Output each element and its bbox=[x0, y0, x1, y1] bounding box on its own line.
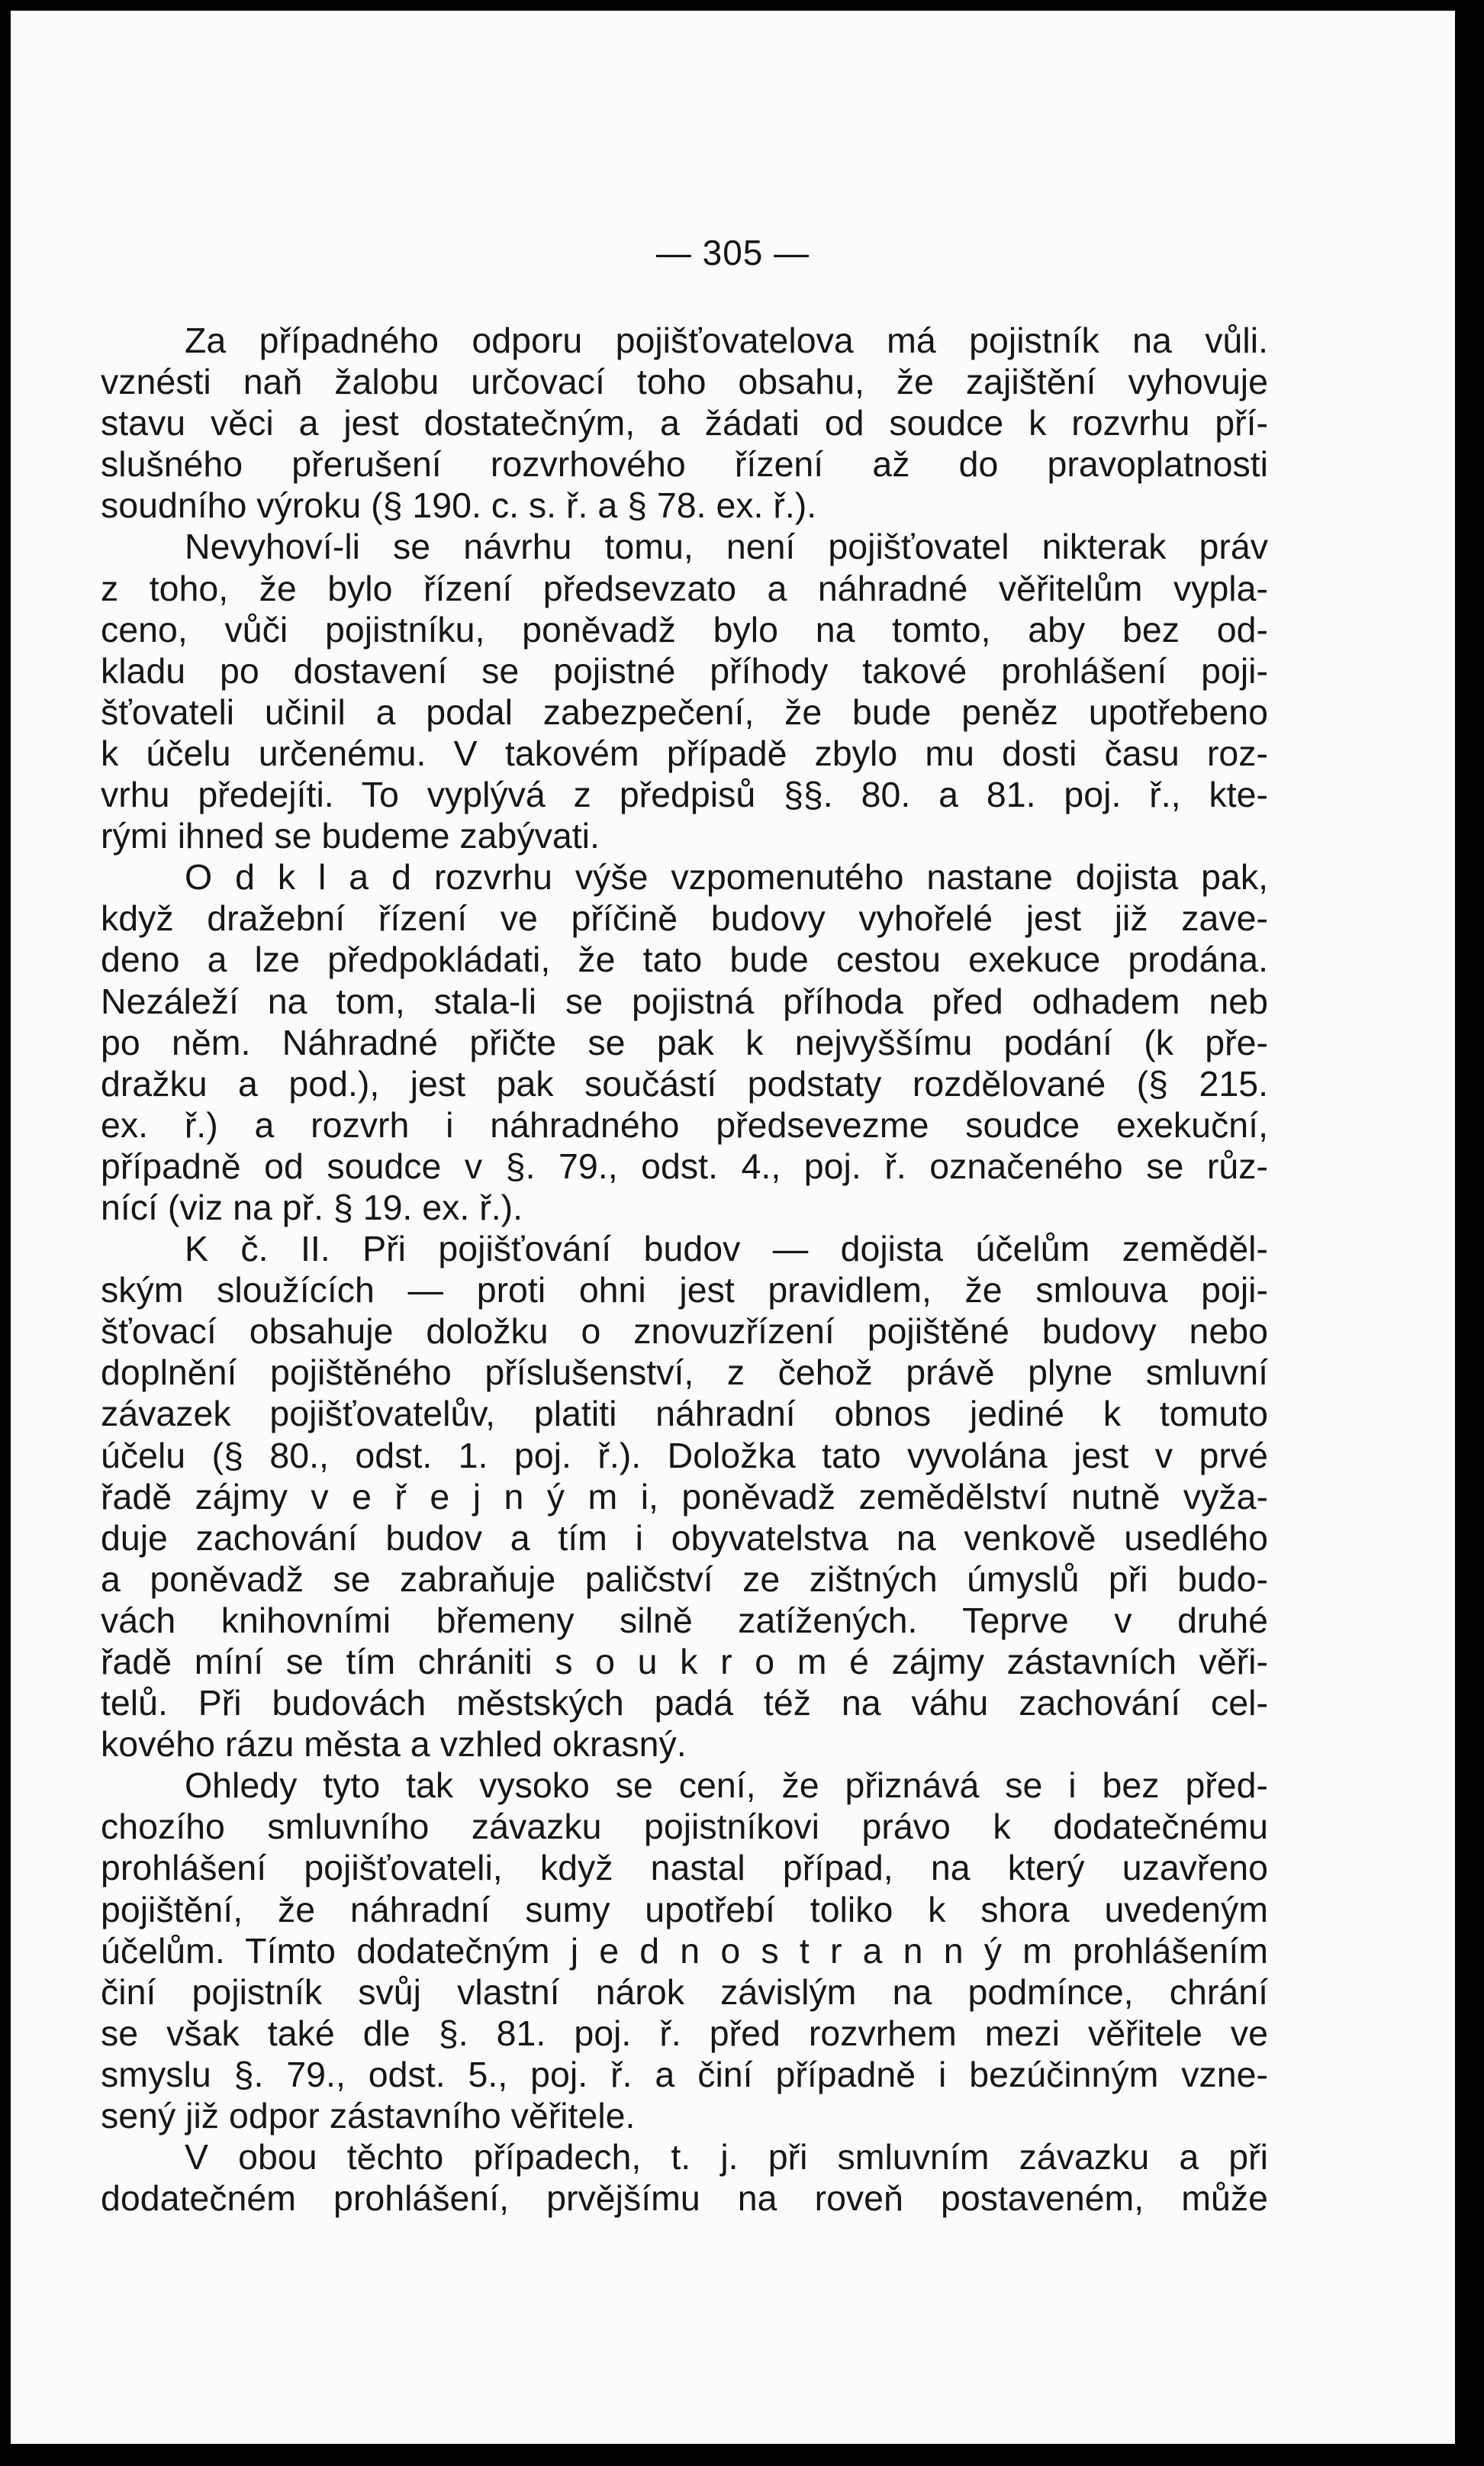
text-line: vrhu předejíti. To vyplývá z předpisů §§. 80. a 81. poj. ř., kte- bbox=[101, 775, 1268, 815]
body-text bbox=[101, 320, 1268, 2219]
text-line: stavu věci a jest dostatečným, a žádati od soudce k rozvrhu pří- bbox=[101, 403, 1268, 443]
text-line: a poněvadž se zabraňuje paličství ze zištných úmyslů při budo- bbox=[101, 1559, 1268, 1599]
text-line: slušného přerušení rozvrhového řízení až do pravoplatnosti bbox=[101, 444, 1268, 485]
text-line: šťovací obsahuje doložku o znovuzřízení pojištěné budovy nebo bbox=[101, 1311, 1268, 1352]
text-line: sený již odpor zástavního věřitele. bbox=[101, 2096, 636, 2136]
text-line: kladu po dostavení se pojistné příhody takové prohlášení poji- bbox=[101, 650, 1268, 691]
text-line: V obou těchto případech, t. j. při smluvním závazku a při bbox=[185, 2137, 1268, 2177]
text-line: řadě zájmy v e ř e j n ý m i, poněvadž zemědělství nutně vyža- bbox=[101, 1476, 1268, 1517]
text-line: případně od soudce v §. 79., odst. 4., poj. ř. označeného se růz- bbox=[101, 1146, 1268, 1186]
document-page bbox=[11, 11, 1455, 2444]
text-line: šťovateli učinil a podal zabezpečení, že bude peněz upotřebeno bbox=[101, 691, 1268, 732]
text-line: účelu (§ 80., odst. 1. poj. ř.). Doložka tato vyvolána jest v prvé bbox=[101, 1435, 1268, 1475]
text-line: ským sloužících — proti ohni jest pravidlem, že smlouva poji- bbox=[101, 1270, 1268, 1310]
text-line: kového rázu města a vzhled okrasný. bbox=[101, 1724, 687, 1765]
paragraph-3 bbox=[101, 856, 1268, 1228]
text-line: dodatečném prohlášení, prvějšímu na roveň postaveném, může bbox=[101, 2178, 1268, 2219]
text-line: Nezáleží na tom, stala-li se pojistná příhoda před odhadem neb bbox=[101, 981, 1268, 1021]
text-line: Za případného odporu pojišťovatelova má pojistník na vůli. bbox=[185, 321, 1268, 360]
text-line: Nevyhoví-li se návrhu tomu, není pojišťovatel nikterak práv bbox=[185, 527, 1268, 567]
text-line: řadě míní se tím chrániti s o u k r o m é zájmy zástavních věři- bbox=[101, 1642, 1268, 1681]
text-line: k účelu určenému. V takovém případě zbylo mu dosti času roz- bbox=[101, 733, 1268, 773]
text-line: po něm. Náhradné přičte se pak k nejvyššímu podání (k pře- bbox=[101, 1022, 1268, 1062]
paragraph-5 bbox=[101, 1765, 1268, 2136]
text-line: deno a lze předpokládati, že tato bude cestou exekuce prodána. bbox=[101, 940, 1268, 980]
text-line: pojištění, že náhradní sumy upotřebí toliko k shora uvedeným bbox=[101, 1889, 1268, 1929]
text-line: závazek pojišťovatelův, platiti náhradní obnos jediné k tomuto bbox=[101, 1394, 1268, 1434]
paragraph-6 bbox=[101, 2136, 1268, 2219]
text-line: soudního výroku (§ 190. c. s. ř. a § 78. ex. ř.). bbox=[101, 485, 817, 526]
text-line: dražku a pod.), jest pak součástí podstaty rozdělované (§ 215. bbox=[101, 1063, 1268, 1104]
text-line: prohlášení pojišťovateli, když nastal případ, na který uzavřeno bbox=[101, 1848, 1268, 1888]
text-line: účelům. Tímto dodatečným j e d n o s t r a n n ý m prohlášením bbox=[101, 1930, 1268, 1971]
text-line: vách knihovními břemeny silně zatížených. Teprve v druhé bbox=[101, 1600, 1268, 1640]
text-line: smyslu §. 79., odst. 5., poj. ř. a činí případně i bezúčinným vzne- bbox=[101, 2054, 1268, 2094]
text-line: duje zachování budov a tím i obyvatelstva na venkově usedlého bbox=[101, 1517, 1268, 1558]
text-line: chozího smluvního závazku pojistníkovi právo k dodatečnému bbox=[101, 1807, 1268, 1847]
paragraph-2 bbox=[101, 526, 1268, 856]
page-number: — 305 — bbox=[655, 233, 810, 272]
text-line: rými ihned se budeme zabývati. bbox=[101, 816, 600, 856]
paragraph-1 bbox=[101, 320, 1268, 526]
text-line: činí pojistník svůj vlastní nárok závislým na podmínce, chrání bbox=[101, 1971, 1268, 2012]
text-line: Ohledy tyto tak vysoko se cení, že přiznává se i bez před- bbox=[185, 1765, 1268, 1806]
text-line: O d k l a d rozvrhu výše vzpomenutého nastane dojista pak, bbox=[185, 857, 1268, 898]
text-line: ceno, vůči pojistníku, poněvadž bylo na tomto, aby bez od- bbox=[101, 609, 1268, 650]
text-line: nící (viz na př. § 19. ex. ř.). bbox=[101, 1187, 523, 1227]
text-line: když dražební řízení ve příčině budovy vyhořelé jest již zave- bbox=[101, 898, 1268, 939]
text-line: K č. II. Při pojišťování budov — dojista účelům zeměděl- bbox=[185, 1229, 1268, 1269]
text-line: ex. ř.) a rozvrh i náhradného předsevezme soudce exekuční, bbox=[101, 1104, 1268, 1145]
text-line: z toho, že bylo řízení předsevzato a náhradné věřitelům vypla- bbox=[101, 568, 1268, 608]
paragraph-4 bbox=[101, 1228, 1268, 1765]
text-line: doplnění pojištěného příslušenství, z čehož právě plyne smluvní bbox=[101, 1352, 1268, 1393]
text-line: telů. Při budovách městských padá též na váhu zachování cel- bbox=[101, 1683, 1268, 1723]
text-line: se však také dle §. 81. poj. ř. před rozvrhem mezi věřitele ve bbox=[101, 2013, 1268, 2053]
text-line: vznésti naň žalobu určovací toho obsahu, že zajištění vyhovuje bbox=[101, 362, 1268, 402]
